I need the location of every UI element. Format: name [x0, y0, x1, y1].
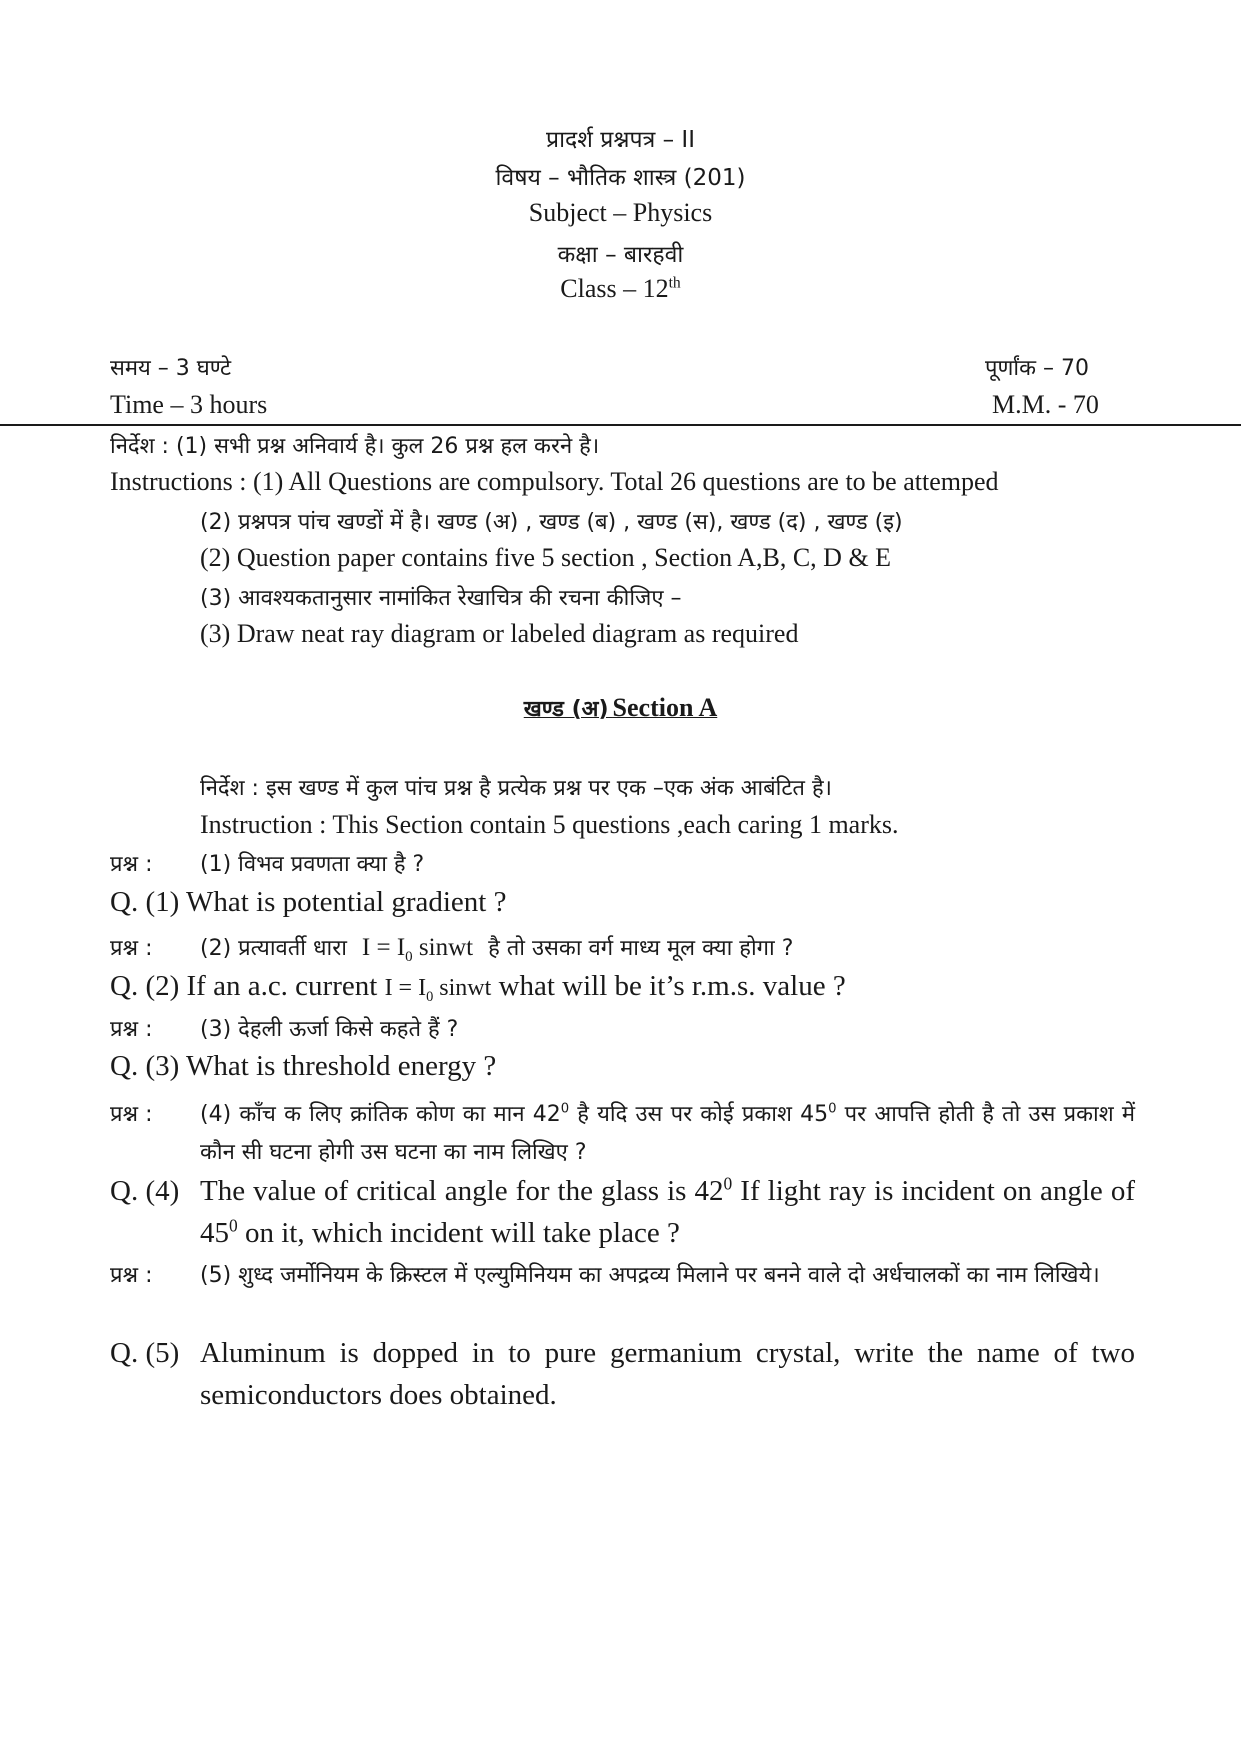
- instruction-1-english: Instructions : (1) All Questions are compulsory. Total 26 questions are to be attemped: [110, 467, 999, 496]
- q4-hindi-text: [200, 1096, 1135, 1172]
- q2-english-text-b: what will be it’s r.m.s. value ?: [498, 970, 846, 1002]
- q2-formula-b: sinwt: [412, 934, 474, 961]
- q4-degree-1: 0: [560, 1101, 570, 1117]
- paper-title: प्रादर्श प्रश्नपत्र – II: [545, 127, 695, 153]
- q1-hindi: [110, 848, 424, 878]
- q4-english-degree-1: 0: [723, 1173, 733, 1194]
- section-a-instruction-hindi: निर्देश : इस खण्ड में कुल पांच प्रश्न है प्रत्येक प्रश्न पर एक –एक अंक आबंटित है।: [200, 776, 832, 801]
- class-hindi: कक्षा – बारहवी: [557, 242, 684, 268]
- section-a-heading: [0, 693, 1241, 723]
- q5-hindi-text: (5) शुध्द जर्मोनियम के क्रिस्टल में एल्युमिनियम का अपद्रव्य मिलाने पर बनने वाले दो अर्धचालकों का नाम लिखिये।: [200, 1263, 1100, 1288]
- prashn-label: प्रश्न :: [110, 852, 153, 877]
- time-hindi: समय – 3 घण्टे: [110, 356, 232, 381]
- q2-formula-sub: 0: [426, 988, 434, 1005]
- q4-hindi-text-b: है यदि उस पर कोई प्रकाश 45: [569, 1102, 829, 1127]
- section-a-instruction-english: Instruction : This Section contain 5 questions ,each caring 1 marks.: [200, 810, 899, 839]
- subject-english: Subject – Physics: [528, 198, 713, 227]
- q2-english: [110, 970, 846, 1003]
- q5-english-text: Aluminum is dopped in to pure germanium crystal, write the name of two semiconductors does obtained.: [200, 1337, 1135, 1411]
- class-english-text: Class – 12: [560, 274, 669, 303]
- subject-hindi: विषय – भौतिक शास्त्र (201): [495, 165, 746, 191]
- q4-hindi-text-c: पर आपत्ति होती है तो उस प्रकाश में कौन सी घटना होगी उस घटना का नाम लिखिए ?: [200, 1102, 1135, 1165]
- instruction-2-hindi: (2) प्रश्नपत्र पांच खण्डों में है। खण्ड (अ) , खण्ड (ब) , खण्ड (स), खण्ड (द) , खण्ड (इ): [200, 510, 903, 535]
- q4-english-text-b: If light ray is incident on angle of 45: [200, 1175, 1135, 1249]
- q3-hindi: [110, 1013, 458, 1043]
- q2-formula-sub: 0: [405, 949, 413, 965]
- q2-formula-english: [384, 975, 492, 1005]
- q4-english-degree-2: 0: [229, 1215, 238, 1236]
- q3-hindi-text: (3) देहली ऊर्जा किसे कहते हैं ?: [200, 1017, 459, 1042]
- q2-formula-a: I = I: [361, 934, 406, 961]
- q1-english: Q. (1) What is potential gradient ?: [110, 886, 507, 918]
- q1-hindi-text: (1) विभव प्रवणता क्या है ?: [200, 852, 425, 877]
- q2-formula-b: sinwt: [433, 975, 492, 1001]
- q5-english: [110, 1332, 1135, 1416]
- q4-english-label: Q. (4): [110, 1175, 180, 1207]
- q2-formula-a: I = I: [384, 975, 427, 1001]
- q3-english: Q. (3) What is threshold energy ?: [110, 1050, 497, 1082]
- q4-english-text: [200, 1170, 1135, 1254]
- header-divider: [0, 424, 1241, 426]
- time-english: Time – 3 hours: [110, 390, 268, 419]
- instruction-2-english: (2) Question paper contains five 5 section , Section A,B, C, D & E: [200, 543, 892, 572]
- q4-english: [110, 1170, 1135, 1254]
- class-english: [0, 274, 1241, 304]
- section-a-heading-hindi: खण्ड (अ): [523, 697, 609, 722]
- q4-english-text-c: on it, which incident will take place ?: [237, 1217, 680, 1249]
- marks-english: M.M. - 70: [992, 390, 1099, 419]
- q4-degree-2: 0: [828, 1101, 837, 1117]
- instruction-1-hindi: निर्देश : (1) सभी प्रश्न अनिवार्य है। कुल 26 प्रश्न हल करने है।: [110, 434, 600, 459]
- q2-formula-hindi: [361, 934, 474, 965]
- q4-english-text-a: The value of critical angle for the glass is 42: [200, 1175, 724, 1207]
- q2-hindi-text-b: है तो उसका वर्ग माध्य मूल क्या होगा ?: [488, 936, 794, 961]
- q4-hindi: [110, 1096, 1135, 1172]
- instruction-3-english: (3) Draw neat ray diagram or labeled diagram as required: [200, 619, 799, 648]
- q2-english-text-a: Q. (2) If an a.c. current: [110, 970, 378, 1002]
- section-a-heading-english: Section A: [612, 693, 718, 722]
- marks-hindi: पूर्णांक – 70: [985, 356, 1089, 381]
- instruction-3-hindi: (3) आवश्यकतानुसार नामांकित रेखाचित्र की रचना कीजिए –: [200, 586, 682, 611]
- class-english-suffix: th: [668, 274, 681, 292]
- prashn-label: प्रश्न :: [110, 936, 153, 961]
- prashn-label: प्रश्न :: [110, 1263, 153, 1288]
- q2-hindi-text-a: (2) प्रत्यावर्ती धारा: [200, 936, 347, 961]
- q5-english-label: Q. (5): [110, 1337, 180, 1369]
- prashn-label: प्रश्न :: [110, 1102, 153, 1127]
- q5-hindi: [110, 1257, 1135, 1295]
- q2-hindi: [110, 932, 794, 965]
- prashn-label: प्रश्न :: [110, 1017, 153, 1042]
- q4-hindi-text-a: (4) काँच क लिए क्रांतिक कोण का मान 42: [200, 1102, 561, 1127]
